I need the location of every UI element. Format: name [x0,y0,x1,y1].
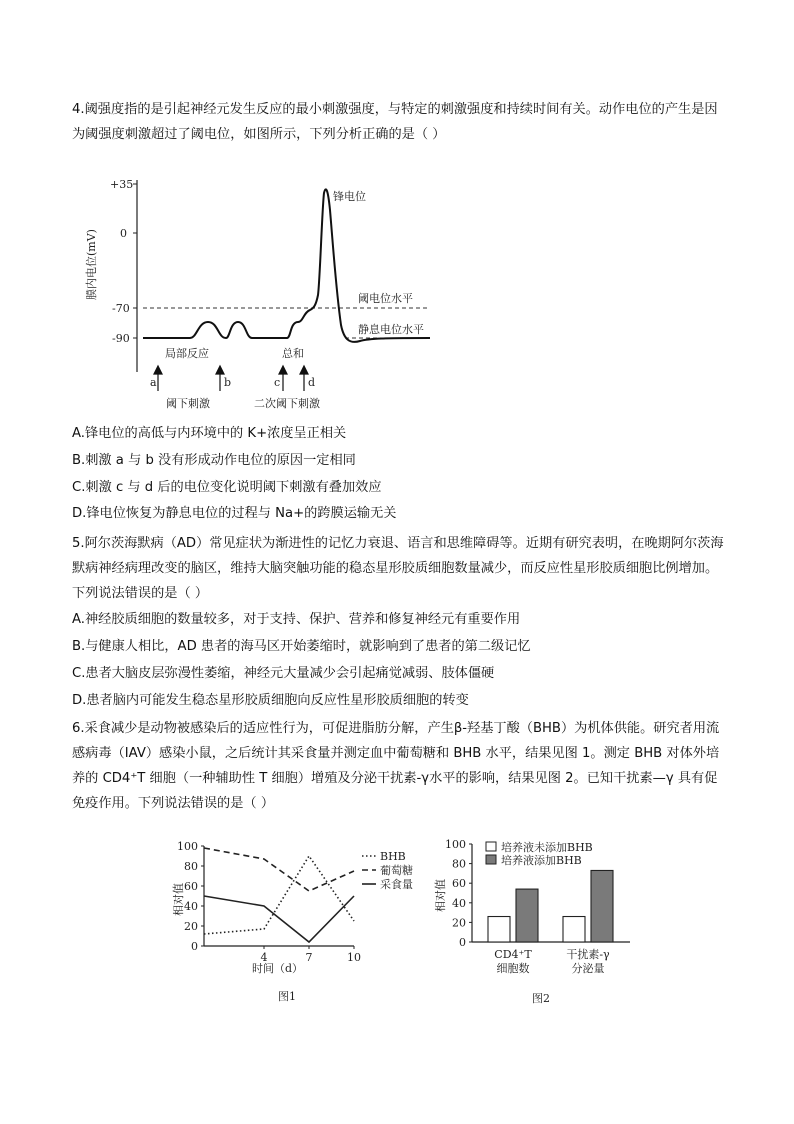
summation-label: 总和 [282,347,304,360]
fig2-category-label: 细胞数 [496,962,530,975]
fig1-ytick-label: 20 [184,920,198,933]
q4-stem: 4.阈强度指的是引起神经元发生反应的最小刺激强度，与特定的刺激强度和持续时间有关。动作电位的产生是因为阈强度刺激超过了阈电位，如图所示，下列分析正确的是（ ） [72,102,718,142]
fig1-xlabel: 时间（d） [252,962,304,975]
arrow-d-label: d [308,376,316,389]
arrow-b-label: b [224,376,232,389]
arrow-a-label: a [150,376,157,389]
fig2-category-label: 干扰素-γ [566,948,610,961]
fig1-xtick-label: 7 [305,951,313,964]
fig1-ytick-label: 0 [191,940,198,953]
fig2-ytick-label: 60 [452,877,466,891]
q4-option-b: B.刺激 a 与 b 没有形成动作电位的原因一定相同 [72,453,356,468]
fig1-xtick-label: 10 [347,951,361,964]
q5-option-d: D.患者脑内可能发生稳态星形胶质细胞向反应性星形胶质细胞的转变 [72,693,469,708]
fig2-bar [563,917,585,942]
fig1-ytick-label: 60 [184,880,198,893]
fig1-series-line-1 [204,856,354,934]
fig2-category-label: CD4⁺T [494,948,532,961]
tick-plus35: +35 [110,178,134,191]
fig1-series-line-3 [204,896,354,942]
rest-label: 静息电位水平 [358,323,424,336]
fig2-legend-swatch [486,855,496,864]
figure-2-bar-chart [420,836,660,1016]
q5-option-b: B.与健康人相比，AD 患者的海马区开始萎缩时，就影响到了患者的第二级记忆 [72,639,531,654]
fig1-legend-label: 采食量 [380,878,413,891]
fig2-ytick-label: 80 [452,857,466,871]
q5-option-c: C.患者大脑皮层弥漫性萎缩，神经元大量减少会引起痛觉减弱、肢体僵硬 [72,666,495,681]
fig2-ytick-label: 40 [452,896,466,910]
fig2-ytick-label: 20 [452,916,466,930]
fig2-legend-swatch [486,842,496,851]
fig1-legend-label: BHB [380,850,406,863]
fig1-title: 图1 [278,990,296,1003]
ylabel: 膜内电位(mV) [85,229,98,300]
fig2-ylabel: 相对值 [434,879,447,912]
q4-option-c: C.刺激 c 与 d 后的电位变化说明阈下刺激有叠加效应 [72,480,382,495]
fig2-bar [591,870,613,942]
fig2-bar [488,917,510,942]
figure-1-line-chart [170,838,430,1018]
q4-option-d: D.锋电位恢复为静息电位的过程与 Na+的跨膜运输无关 [72,506,397,521]
fig1-ytick-label: 80 [184,860,198,873]
subthreshold-label: 阈下刺激 [166,397,210,410]
tick-minus70: -70 [112,302,130,315]
q6-stem: 6.采食减少是动物被感染后的适应性行为，可促进脂肪分解，产生β-羟基丁酸（BHB）为机体供能。研究者用流感病毒（IAV）感染小鼠，之后统计其采食量并测定血中葡萄糖和 BHB 水平，结果见图 1。测定 BHB 对体外培养的 CD4⁺T 细胞（一种辅助性 T 细胞）增殖及分泌干扰素-γ水平的影响，结果见图 2。已知干扰素—γ 具有促免疫作用。下列说法错误的是（ ） [72,721,720,811]
fig2-title: 图2 [532,992,550,1005]
fig1-ytick-label: 40 [184,900,198,913]
arrow-c-label: c [274,376,281,389]
fig1-xtick-label: 4 [260,951,268,964]
fig2-category-label: 分泌量 [571,962,605,975]
peak-label: 锋电位 [333,190,366,203]
tick-minus90: -90 [112,332,130,345]
fig1-legend-label: 葡萄糖 [380,864,413,877]
fig2-ytick-label: 0 [459,936,466,949]
fig2-bar [516,889,538,942]
fig1-series-line-2 [204,848,354,891]
fig2-legend-label: 培养液未添加BHB [501,841,593,854]
tick-0: 0 [120,227,127,240]
fig1-ytick-label: 100 [177,840,198,853]
double-subthreshold-label: 二次阈下刺激 [254,397,320,410]
local-reaction-label: 局部反应 [165,347,209,360]
q5-stem: 5.阿尔茨海默病（AD）常见症状为渐进性的记忆力衰退、语言和思维障碍等。近期有研究表明，在晚期阿尔茨海默病神经病理改变的脑区，维持大脑突触功能的稳态星形胶质细胞数量减少，而反应性星形胶质细胞比例增加。下列说法错误的是（ ） [72,536,724,601]
membrane-potential-curve [143,189,430,342]
q4-option-a: A.锋电位的高低与内环境中的 K+浓度呈正相关 [72,426,347,441]
fig2-ytick-label: 100 [445,838,466,851]
fig1-ylabel: 相对值 [172,883,185,916]
fig2-legend-label: 培养液添加BHB [501,854,582,867]
threshold-label: 阈电位水平 [358,292,413,305]
q5-option-a: A.神经胶质细胞的数量较多，对于支持、保护、营养和修复神经元有重要作用 [72,612,521,627]
